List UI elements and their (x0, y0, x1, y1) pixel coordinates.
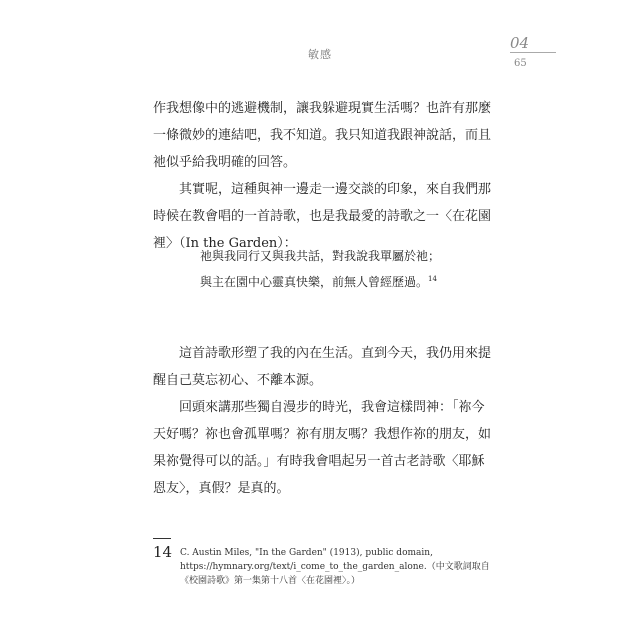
footnote-reference[interactable]: 14 (428, 275, 437, 283)
paragraph-4: 回頭來講那些獨自漫步的時光，我會這樣問神：「祢今天好嗎？祢也會孤單嗎？祢有朋友嗎？我想作祢的朋友，如果祢覺得可以的話。」有時我會唱起另一首古老詩歌〈耶穌恩友〉，真假？是真的。 (153, 400, 492, 496)
hymn-quote (200, 243, 500, 295)
quote-line-2 (200, 269, 500, 295)
chapter-number: 04 (510, 34, 530, 52)
footnote-rule (153, 538, 171, 539)
footnote-number: 14 (153, 543, 173, 561)
quote-line-2-text: 與主在園中心靈真快樂，前無人曾經歷過。 (200, 275, 429, 289)
footnote-text: C. Austin Miles, "In the Garden" (1913), public domain, https://hymnary.org/text/i_come_to_the_garden_alone.（中文歌詞取自《校園詩歌》第一集第十八首〈在花園裡〉。） (180, 548, 490, 586)
paragraph-2: 其實呢，這種與神一邊走一邊交談的印象，來自我們那時候在教會唱的一首詩歌，也是我最愛的詩歌之一〈在花園裡〉（In the Garden）： (153, 182, 492, 251)
body-text-bottom (153, 340, 493, 502)
quote-line-1: 祂與我同行又與我共話，對我說我單屬於祂； (200, 249, 441, 263)
page-number: 65 (514, 58, 527, 69)
running-title: 敏感 (308, 48, 332, 61)
paragraph-1: 作我想像中的逃避機制，讓我躲避現實生活嗎？也許有那麼一條微妙的連結吧，我不知道。我只知道我跟神說話，而且祂似乎給我明確的回答。 (153, 101, 492, 170)
body-text-top (153, 95, 493, 257)
paragraph-3: 這首詩歌形塑了我的內在生活。直到今天，我仍用來提醒自己莫忘初心、不離本源。 (153, 346, 492, 388)
chapter-rule (510, 52, 556, 53)
